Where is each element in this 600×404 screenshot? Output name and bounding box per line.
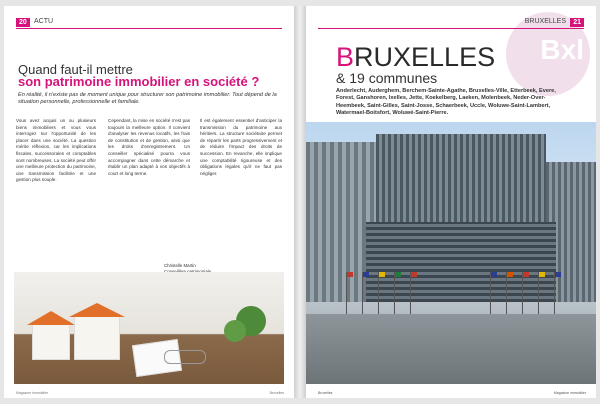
section-rubric: BRUXELLES <box>524 18 566 25</box>
flag-pole <box>506 272 507 314</box>
page-number: 21 <box>570 18 584 27</box>
footer-right: Magazine immobilier <box>553 391 586 395</box>
flag-pole <box>394 272 395 314</box>
house-model <box>74 316 120 360</box>
bxl-badge-text: Bxl <box>540 34 584 65</box>
page-title <box>336 42 495 73</box>
header-rule <box>318 28 584 29</box>
flag-pole <box>378 272 379 314</box>
communes-list: Anderlecht, Auderghem, Berchem-Sainte-Agathe, Bruxelles-Ville, Etterbeek, Evere, Forest, Ganshoren, Ixelles, Jette, Koekelberg, Laeken, Molenbeek, Neder-Over-Heembeek, Saint-Gilles, Saint-Josse, Schaerbeek, Uccle, Woluwe-Saint-Lambert, Watermael-Boitsfort, Woluwé-Saint-Pierre. <box>336 88 556 117</box>
flag-pole <box>362 272 363 314</box>
section-rubric: ACTU <box>34 18 54 25</box>
right-page <box>306 6 596 398</box>
glasses-icon <box>164 350 206 364</box>
plant-icon <box>224 320 246 342</box>
flag-pole <box>490 272 491 314</box>
article-title-line1: Quand faut-il mettre <box>18 62 133 77</box>
flag-pole <box>538 272 539 314</box>
gutter <box>294 6 306 398</box>
article-column-2: Cependant, la mise en société n'est pas toujours la meilleure option. Il convient d'analyser les revenus locatifs, les frais de constitution et de gestion, ainsi que les droits d'enregistrement. Un conseiller spécialisé pourra vous accompagner dans cette démarche et établir un plan adapté à vos objectifs à court et long terme. <box>108 118 190 176</box>
article-column-3: Il est également essentiel d'anticiper la transmission du patrimoine aux héritiers. La structure sociétaire permet de répartir les parts progressivement et de réduire l'impact des droits de succession. En revanche, elle implique une comptabilité rigoureuse et des obligations légales qu'il ne faut pas négliger. <box>200 118 282 176</box>
flag-pole <box>522 272 523 314</box>
flag-pole <box>410 272 411 314</box>
footer-left: Bruxelles <box>318 391 333 395</box>
house-model <box>32 324 70 360</box>
article-lead: En réalité, il n'existe pas de moment unique pour structurer son patrimoine immobilier. Tout dépend de la situation personnelle, professionnelle et familiale. <box>18 92 277 106</box>
title-initial: B <box>336 42 355 72</box>
author-name: Christelle Martin <box>164 263 196 268</box>
flag-pole <box>554 272 555 314</box>
european-parliament-photo <box>306 122 596 384</box>
footer-left: Magazine immobilier <box>16 391 49 395</box>
flag-pole <box>346 272 347 314</box>
esplanade <box>306 314 596 384</box>
page-subtitle: & 19 communes <box>336 70 438 86</box>
page-number: 20 <box>16 18 30 27</box>
header-rule <box>16 28 282 29</box>
houses-photo <box>14 272 284 384</box>
left-page <box>4 6 294 398</box>
footer-right: Bruxelles <box>269 391 284 395</box>
article-title-line2: son patrimoine immobilier en société ? <box>18 74 260 89</box>
title-rest: RUXELLES <box>354 42 496 72</box>
article-column-1: Vous avez acquis un ou plusieurs biens immobiliers et vous vous interrogez sur l'opportunité de les placer dans une société. La question mérite réflexion, car les implications fiscales, successorales et comptables sont nombreuses. La société peut offrir une meilleure protection du patrimoine, une transmission facilitée et une gestion plus souple. <box>16 118 96 183</box>
